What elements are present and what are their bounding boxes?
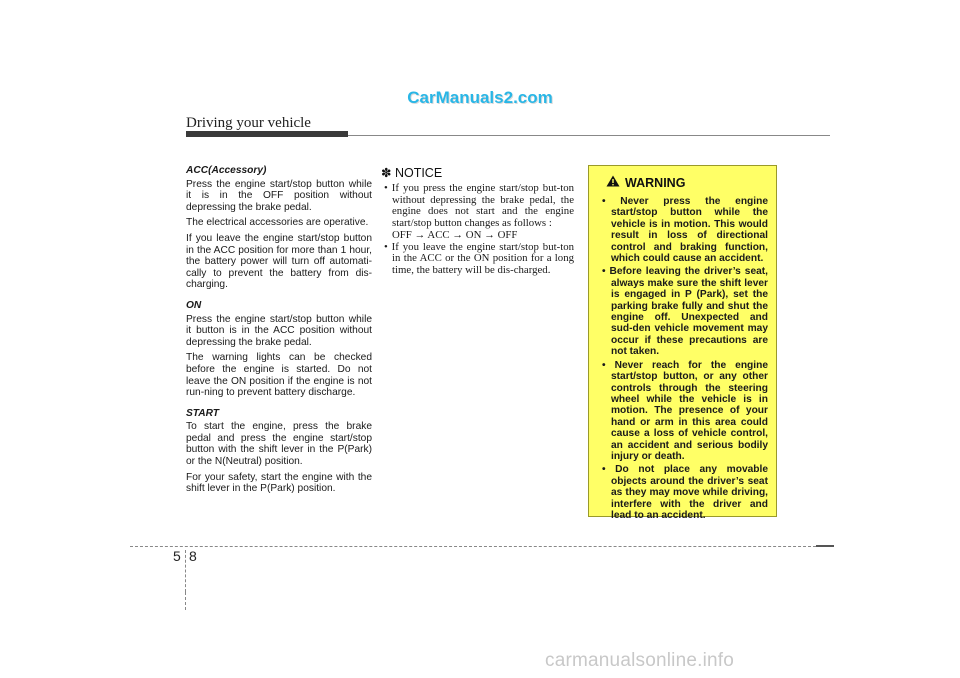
warning-header — [606, 174, 768, 192]
acc-paragraph-2: The electrical accessories are operative. — [186, 217, 369, 229]
acc-heading: ACC(Accessory) — [186, 165, 267, 176]
watermark-top: CarManuals2.com — [407, 88, 553, 107]
acc-paragraph-3: If you leave the engine start/stop button in the ACC position for more than 1 hour, the battery power will turn off automati-cally to prevent the battery from dis-charging. — [186, 232, 372, 291]
left-column — [186, 165, 372, 499]
warning-item: • Never reach for the engine start/stop button, or any other controls through the steering wheel while the vehicle is in motion. The presence of your hand or arm in this area could cause a loss of vehicle control, an accident and serious bodily injury or death. — [602, 359, 768, 462]
section-title: Driving your vehicle — [186, 115, 311, 131]
warning-item: • Do not place any movable objects around the driver’s seat as they may move while driving, interfere with the driver and lead to an accident. — [602, 464, 768, 521]
notice-item-1: • If you press the engine start/stop but-ton without depressing the brake pedal, the engine does not start and the engine start/stop button changes as follows : — [384, 182, 574, 230]
watermark-bottom: carmanualsonline.info — [545, 650, 735, 671]
notice-item-2: • If you leave the engine start/stop but-ton in the ACC or the ON position for a long time, the battery will be dis-charged. — [384, 240, 574, 276]
notice-title: ✽ NOTICE — [381, 166, 443, 180]
start-paragraph-1: To start the engine, press the brake pedal and press the engine start/stop button with the shift lever in the P(Park) or the N(Neutral) position. — [186, 421, 372, 468]
footer-rule — [130, 546, 816, 547]
start-paragraph-2: For your safety, start the engine with the shift lever in the P(Park) position. — [186, 471, 372, 495]
warning-box — [588, 165, 777, 521]
warning-triangle-icon — [606, 174, 620, 192]
on-heading: ON — [186, 299, 202, 311]
warning-title: WARNING — [625, 176, 686, 190]
notice-column — [381, 165, 574, 277]
header-bar — [186, 131, 348, 137]
page-number-divider — [185, 550, 186, 592]
chapter-number: 5 — [173, 548, 181, 564]
footer-rule-end — [816, 545, 834, 547]
page-number: 8 — [189, 548, 197, 564]
warning-item: • Before leaving the driver’s seat, always make sure the shift lever is engaged in P (Park), set the parking brake fully and shut the engine off. Unexpected and sud-den vehicle movement may occur if these precautions are not taken. — [602, 266, 768, 358]
notice-sequence: OFF → ACC → ON → OFF — [392, 228, 518, 241]
warning-item: • Never press the engine start/stop button while the vehicle is in motion. This would result in loss of directional control and braking function, which could cause an accident. — [602, 196, 768, 265]
acc-paragraph-1: Press the engine start/stop button while it is in the OFF position without depressing the brake pedal. — [186, 178, 372, 213]
page-number-divider-lower — [185, 592, 186, 610]
start-heading: START — [186, 407, 220, 419]
on-paragraph-2: The warning lights can be checked before the engine is started. Do not leave the ON position if the engine is not run-ning to prevent battery discharge. — [186, 352, 372, 399]
header-rule — [348, 135, 830, 136]
on-paragraph-1: Press the engine start/stop button while it button is in the ACC position without depressing the brake pedal. — [186, 313, 372, 348]
